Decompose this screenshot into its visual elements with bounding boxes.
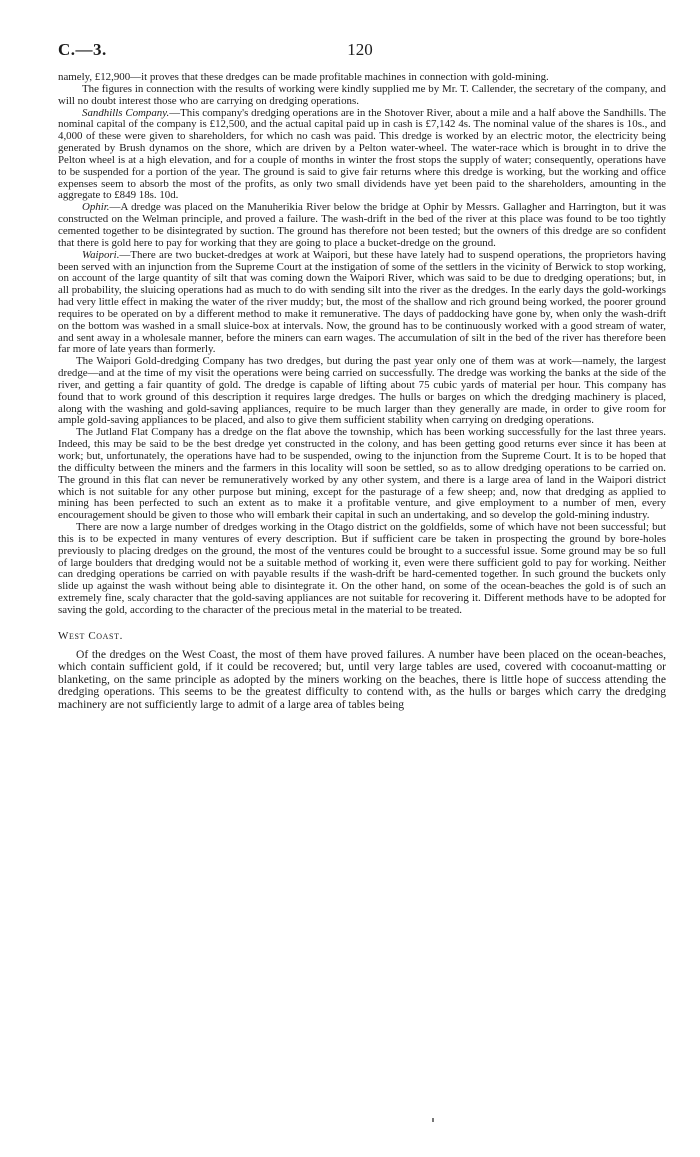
west-coast-section xyxy=(58,649,666,712)
paragraph-waipori xyxy=(58,250,666,357)
paragraph-text: The Waipori Gold-dredging Company has two dredges, but during the past year only one of them was at work—namely, the largest dredge—and at the time of my visit the operations were being carried on successfully. The dredge was working the banks at the side of the river, and getting a fair quantity of gold. The dredge is capable of lifting about 75 cubic yards of material per hour. This company has found that to work ground of this description it requires large dredges. The hulls or barges on which the dredging machinery is placed, along with the washing and gold-saving appliances, require to be much larger than they generally are made, in order to give room for ample gold-saving appliances to be placed, and also to give them sufficient stability when carrying on dredging operations. xyxy=(58,355,666,427)
paragraph-lead: Sandhills Company. xyxy=(82,106,170,119)
paragraph-lead: Waipori. xyxy=(82,248,120,261)
paragraph-text: The Jutland Flat Company has a dredge on the flat above the township, which has been working successfully for the last three years. Indeed, this may be said to be the best dredge yet constructed in the colony, and has been getting good returns ever since it has been at work; but, unfortunately, the operations have had to be suspended, owing to the injunction from the Supreme Court. It is to be hoped that the difficulty between the miners and the farmers in this locality will soon be settled, so as to allow dredging operations to be carried on. The ground in this flat can never be remuneratively worked by any other system, and there is a large area of land in the Waipori district which is not suitable for any other purpose but mining, except for the pasturage of a few sheep; and, now that dredging as applied to mining has been perfected to such an extent as to make it a profitable venture, and give employment to a number of men, every encouragement should be given to those who will embark their capital in such an undertaking, and so develop the gold-mining industry. xyxy=(58,426,666,522)
paragraph-text: —A dredge was placed on the Manuherikia River below the bridge at Ophir by Messrs. Gallagher and Harrington, but it was constructed on the Welman principle, and proved a failure. The wash-drift in the bed of the river at this place was found to be too tightly cemented together to be disintegrated by suction. The ground has therefore not been tested; but the owners of this dredge are so confident that there is gold here to pay for working that they are going to place a bucket-dredge on the ground. xyxy=(58,201,666,249)
print-speck xyxy=(432,1118,434,1122)
paragraph-figures xyxy=(58,84,666,108)
paragraph-text: The figures in connection with the results of working were kindly supplied me by Mr. T. Callender, the secretary of the company, and will no doubt interest those who are carrying on dredging operations. xyxy=(58,82,666,107)
paragraph-lead: Ophir. xyxy=(82,201,110,214)
paragraph-text: —This company's dredging operations are in the Shotover River, about a mile and a half above the Sandhills. The nominal capital of the company is £12,500, and the actual capital paid up in cash is £7,142 4s. The nominal value of the shares is 10s., and 4,000 of these were given to shareholders, for which no cash was paid. This dredge is worked by an electric motor, the electricity being generated by Brush dynamos on the shore, which are driven by a Pelton water-wheel. The water-race which is brought in to drive the Pelton wheel is at a high elevation, and for a couple of months in winter the frost stops the supply of water; consequently, operations have to be suspended for a portion of the year. The ground is said to give fair returns where this dredge is working, but the working and office expenses seem to absorb the most of the profits, as only two small dividends have yet been paid to the shareholders, amounting in the aggregate to £849 18s. 10d. xyxy=(58,106,666,202)
document-reference: C.—3. xyxy=(58,40,107,59)
paragraph-west-coast xyxy=(58,649,666,712)
page-header xyxy=(58,40,662,64)
section-heading: West Coast. xyxy=(58,629,123,642)
paragraph-jutland-flat xyxy=(58,427,666,522)
paragraph-text: Of the dredges on the West Coast, the most of them have proved failures. A number have been placed on the ocean-beaches, which contain sufficient gold, if it could be recovered; but, until very large tables are used, covered with cocoanut-matting or blanketing, on the same principle as adopted by the miners working on the beaches, there is little hope of success attending the dredging operations. This seems to be the greatest difficulty to contend with, as the hulls or barges which carry the dredging machinery are not sufficiently large to admit of a large area of tables being xyxy=(58,647,666,712)
paragraph-waipori-company xyxy=(58,356,666,427)
paragraph-ophir xyxy=(58,202,666,249)
body-text xyxy=(58,72,666,712)
paragraph-text: There are now a large number of dredges working in the Otago district on the goldfields, some of which have not been successful; but this is to be expected in many ventures of every description. But if sufficient care be taken in prospecting the ground by bore-holes previously to placing dredges on the ground, the most of the ventures could be brought to a successful issue. Some ground may be so full of large boulders that dredging would not be a suitable method of working it, even were there sufficient gold to pay for working. Neither can dredging operations be carried on with payable results if the wash-drift be hard-cemented together. In such ground the buckets only slide up against the wash without being able to disintegrate it. On the other hand, on some of the ocean-beaches the gold is of such an extremely fine, scaly character that the gold-saving appliances are not suitable for recovering it. Different methods have to be adopted for saving the gold, according to the character of the precious metal in the material to be treated. xyxy=(58,521,666,616)
paragraph-sandhills xyxy=(58,108,666,203)
paragraph-text: —There are two bucket-dredges at work at Waipori, but these have lately had to suspend operations, the proprietors having been served with an injunction from the Supreme Court at the instigation of some of the settlers in the vicinity of Berwick to stop working, on account of the large quantity of silt that was coming down the Waipori River, which was said to be due to dredging operations; but, in all probability, the sluicing operations had as much to do with sending silt into the river as the dredges. In the early days the gold-workings had very little effect in making the water of the river muddy; but, the most of the shallow and rich ground being worked, the poorer ground requires to be operated on by a different method to make it remunerative. The days of paddocking have gone by, when only the wash-drift on the bottom was washed in a small sluice-box at intervals. Now, the ground has to be continuously worked with a good stream of water, and sent away in a wholesale manner, before the miners can earn wages. The accumulation of silt in the bed of the river has therefore been far more of late years than formerly. xyxy=(58,248,666,356)
page-number: 120 xyxy=(347,40,373,59)
paragraph-text: namely, £12,900—it proves that these dredges can be made profitable machines in connection with gold-mining. xyxy=(58,71,549,83)
paragraph-otago-dredges xyxy=(58,522,666,617)
